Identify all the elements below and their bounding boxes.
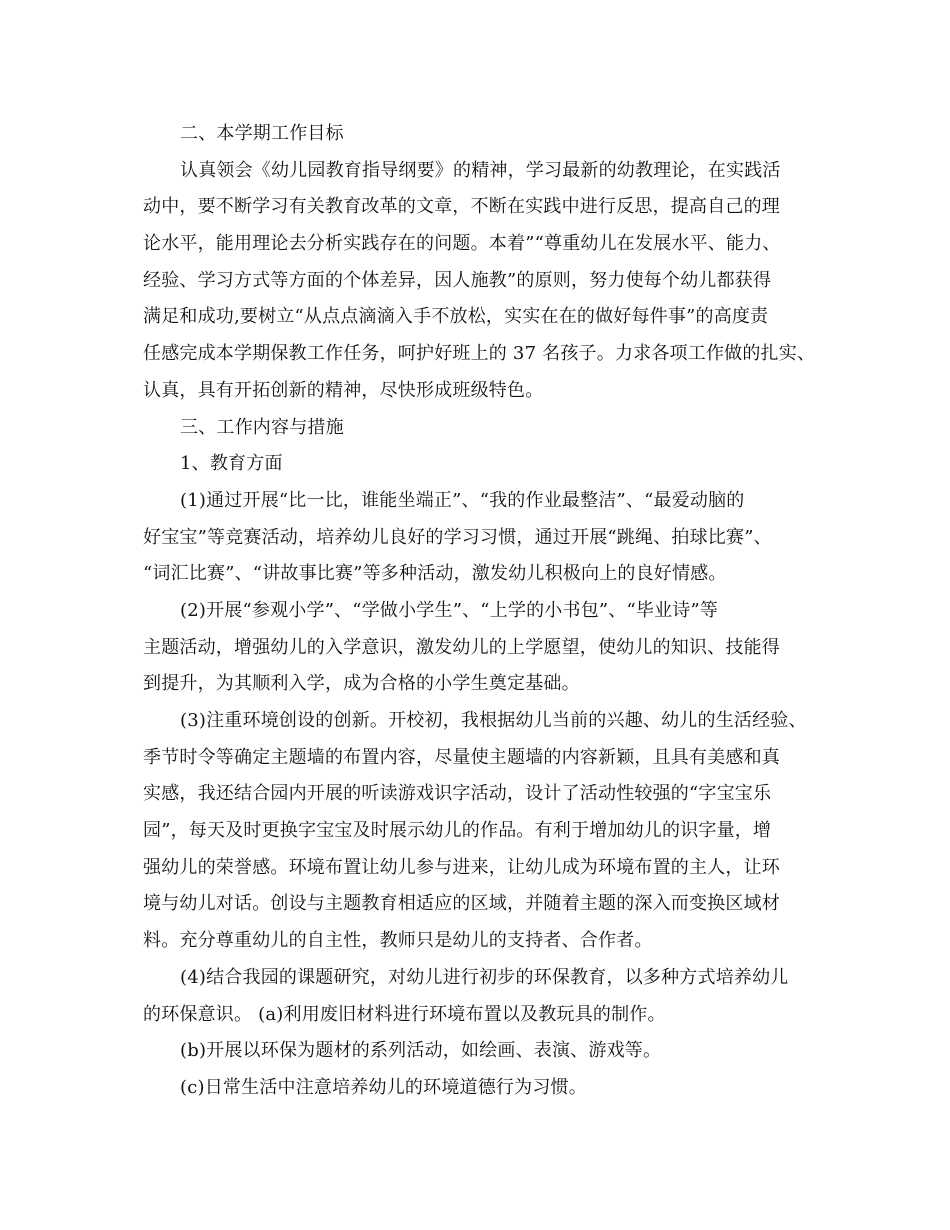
document-line: 强幼儿的荣誉感。环境布置让幼儿参与进来，让幼儿成为环境布置的主人，让环 [143,856,780,878]
document-line: 主题活动，增强幼儿的入学意识，激发幼儿的上学愿望，使幼儿的知识、技能得 [143,636,780,658]
document-line: (2)开展“参观小学”、“学做小学生”、“上学的小书包”、“毕业诗”等 [180,599,719,621]
document-line: (b)开展以环保为题材的系列活动，如绘画、表演、游戏等。 [180,1040,662,1062]
document-line: 实感，我还结合园内开展的听读游戏识字活动，设计了活动性较强的“字宝宝乐 [143,783,772,805]
document-line: 二、本学期工作目标 [180,123,344,144]
document-line: (1)通过开展“比一比，谁能坐端正”、“我的作业最整洁”、“最爱动脑的 [180,489,745,511]
document-line: (4)结合我园的课题研究，对幼儿进行初步的环保教育，以多种方式培养幼儿 [180,966,789,988]
document-line: 园”，每天及时更换字宝宝及时展示幼儿的作品。有利于增加幼儿的识字量，增 [143,820,772,842]
document-line: 认真领会《幼儿园教育指导纲要》的精神，学习最新的幼教理论，在实践活 [180,159,781,181]
document-line: 认真，具有开拓创新的精神，尽快形成班级特色。 [143,379,544,401]
document-line: 季节时令等确定主题墙的布置内容，尽量使主题墙的内容新颖，且具有美感和真 [143,746,780,768]
document-line: 到提升，为其顺利入学，成为合格的小学生奠定基础。 [143,673,580,695]
document-line: 境与幼儿对话。创设与主题教育相适应的区域，并随着主题的深入而变换区域材 [143,893,780,915]
document-line: 满足和成功,要树立“从点点滴滴入手不放松，实实在在的做好每件事”的高度责 [143,306,769,328]
document-line: 料。充分尊重幼儿的自主性，教师只是幼儿的支持者、合作者。 [143,930,653,952]
document-body [143,116,823,1107]
document-line: 动中，要不断学习有关教育改革的文章，不断在实践中进行反思，提高自己的理 [143,196,780,218]
document-line: (3)注重环境创设的创新。开校初，我根据幼儿当前的兴趣、幼儿的生活经验、 [180,710,807,731]
document-line: 1、教育方面 [180,453,283,475]
document-line: 任感完成本学期保教工作任务，呵护好班上的 37 名孩子。力求各项工作做的扎实、 [143,343,816,365]
document-line: “词汇比赛”、“讲故事比赛”等多种活动，激发幼儿积极向上的良好情感。 [143,563,727,585]
document-line: 三、工作内容与措施 [180,416,344,438]
document-line: 的环保意识。 (a)利用废旧材料进行环境布置以及教玩具的制作。 [143,1003,666,1025]
document-line: 好宝宝”等竞赛活动，培养幼儿良好的学习习惯，通过开展“跳绳、拍球比赛”、 [143,526,772,548]
document-line: (c)日常生活中注意培养幼儿的环境道德行为习惯。 [180,1076,587,1098]
document-line: 论水平，能用理论去分析实践存在的问题。本着”“尊重幼儿在发展水平、能力、 [143,233,781,255]
document-line: 经验、学习方式等方面的个体差异，因人施教”的原则，努力使每个幼儿都获得 [143,269,772,291]
